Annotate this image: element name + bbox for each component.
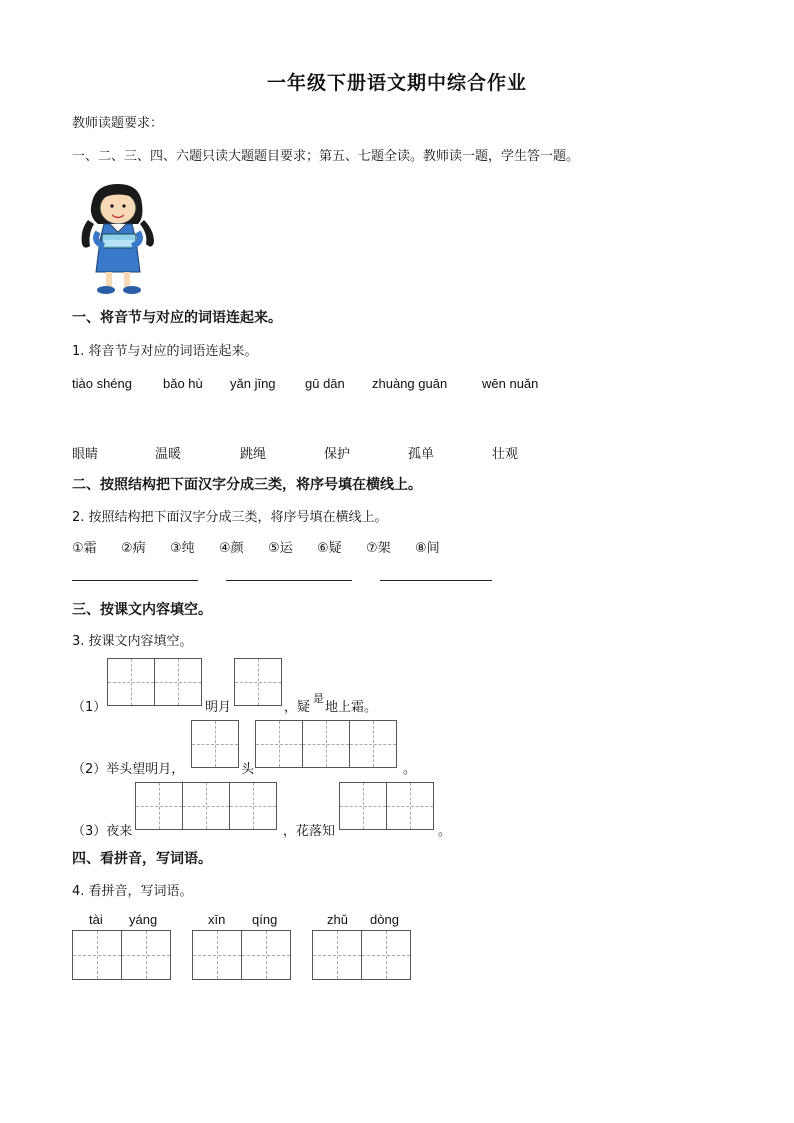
writing-cell[interactable] — [234, 658, 282, 706]
section3-heading: 三、按课文内容填空。 — [72, 602, 212, 618]
line2-mid: 头 — [241, 762, 255, 777]
writing-grid-word2[interactable] — [192, 930, 291, 980]
pinyin-syllable: qíng — [252, 912, 278, 927]
line1-end: ，疑 — [284, 700, 311, 715]
answer-line-1[interactable] — [72, 580, 198, 581]
char-item: ⑧间 — [415, 541, 440, 556]
writing-cell[interactable] — [121, 930, 171, 980]
word-item: 保护 — [324, 447, 351, 462]
writing-cell[interactable] — [349, 720, 397, 768]
pinyin-syllable: xīn — [208, 912, 226, 927]
line1-prefix: （1） — [72, 700, 107, 715]
pinyin-item: wēn nuǎn — [482, 376, 539, 391]
answer-line-2[interactable] — [226, 580, 352, 581]
teacher-note-text: 一、二、三、四、六题只读大题题目要求；第五、七题全读。教师读一题，学生答一题。 — [72, 149, 580, 164]
writing-cell[interactable] — [154, 658, 202, 706]
writing-grid-word1[interactable] — [72, 930, 171, 980]
section2-heading: 二、按照结构把下面汉字分成三类，将序号填在横线上。 — [72, 477, 422, 493]
char-item: ④颜 — [219, 541, 244, 556]
pinyin-item: gū dān — [305, 376, 345, 391]
line3-mid: ，花落知 — [283, 824, 336, 839]
writing-grid-line1-b[interactable] — [234, 658, 282, 706]
writing-cell[interactable] — [361, 930, 411, 980]
writing-cell[interactable] — [192, 930, 242, 980]
writing-cell[interactable] — [191, 720, 239, 768]
word-item: 孤单 — [408, 447, 435, 462]
writing-grid-line2-b[interactable] — [255, 720, 397, 768]
line2-end: 。 — [403, 762, 417, 777]
char-item: ⑤运 — [268, 541, 293, 556]
section2-question: 2. 按照结构把下面汉字分成三类，将序号填在横线上。 — [72, 510, 388, 525]
writing-cell[interactable] — [241, 930, 291, 980]
section1-question: 1. 将音节与对应的词语连起来。 — [72, 344, 258, 359]
line3-prefix: （3）夜来 — [72, 824, 133, 839]
writing-cell[interactable] — [72, 930, 122, 980]
pinyin-syllable: yáng — [129, 912, 158, 927]
pinyin-item: yǎn jīng — [230, 376, 276, 391]
line1-tail: 地上霜。 — [325, 700, 378, 715]
section4-heading: 四、看拼音，写词语。 — [72, 851, 212, 867]
writing-grid-word3[interactable] — [312, 930, 411, 980]
word-item: 跳绳 — [240, 447, 267, 462]
word-item: 温暖 — [155, 447, 182, 462]
writing-cell[interactable] — [135, 782, 183, 830]
writing-cell[interactable] — [302, 720, 350, 768]
writing-cell[interactable] — [255, 720, 303, 768]
writing-cell[interactable] — [229, 782, 277, 830]
section1-heading: 一、将音节与对应的词语连起来。 — [72, 310, 282, 326]
pinyin-syllable: tài — [89, 912, 103, 927]
writing-cell[interactable] — [339, 782, 387, 830]
pinyin-item: zhuàng guān — [372, 376, 448, 391]
pinyin-syllable: zhǔ — [327, 912, 348, 927]
writing-cell[interactable] — [386, 782, 434, 830]
writing-cell[interactable] — [312, 930, 362, 980]
char-item: ⑦架 — [366, 541, 391, 556]
pinyin-item: bǎo hù — [163, 376, 203, 391]
pinyin-syllable: dòng — [370, 912, 399, 927]
writing-cell[interactable] — [107, 658, 155, 706]
writing-grid-line3-b[interactable] — [339, 782, 434, 830]
line1-mid: 明月 — [205, 700, 232, 715]
word-item: 眼睛 — [72, 447, 99, 462]
char-item: ①霜 — [72, 541, 97, 556]
char-item: ③纯 — [170, 541, 195, 556]
girl-illustration — [74, 180, 166, 298]
writing-cell[interactable] — [182, 782, 230, 830]
writing-grid-line1-a[interactable] — [107, 658, 202, 706]
pinyin-item: tiào shéng — [72, 376, 132, 391]
answer-line-3[interactable] — [380, 580, 492, 581]
writing-grid-line3-a[interactable] — [135, 782, 277, 830]
line3-end: 。 — [438, 824, 452, 839]
page-title: 一年级下册语文期中综合作业 — [266, 72, 527, 94]
word-item: 壮观 — [492, 447, 519, 462]
line1-small-char: 是 — [313, 692, 324, 705]
char-item: ⑥疑 — [317, 541, 342, 556]
teacher-note-label: 教师读题要求： — [72, 116, 164, 131]
writing-grid-line2-a[interactable] — [191, 720, 239, 768]
char-item: ②病 — [121, 541, 146, 556]
section3-question: 3. 按课文内容填空。 — [72, 634, 193, 649]
line2-prefix: （2）举头望明月， — [72, 762, 185, 777]
section4-question: 4. 看拼音，写词语。 — [72, 884, 193, 899]
